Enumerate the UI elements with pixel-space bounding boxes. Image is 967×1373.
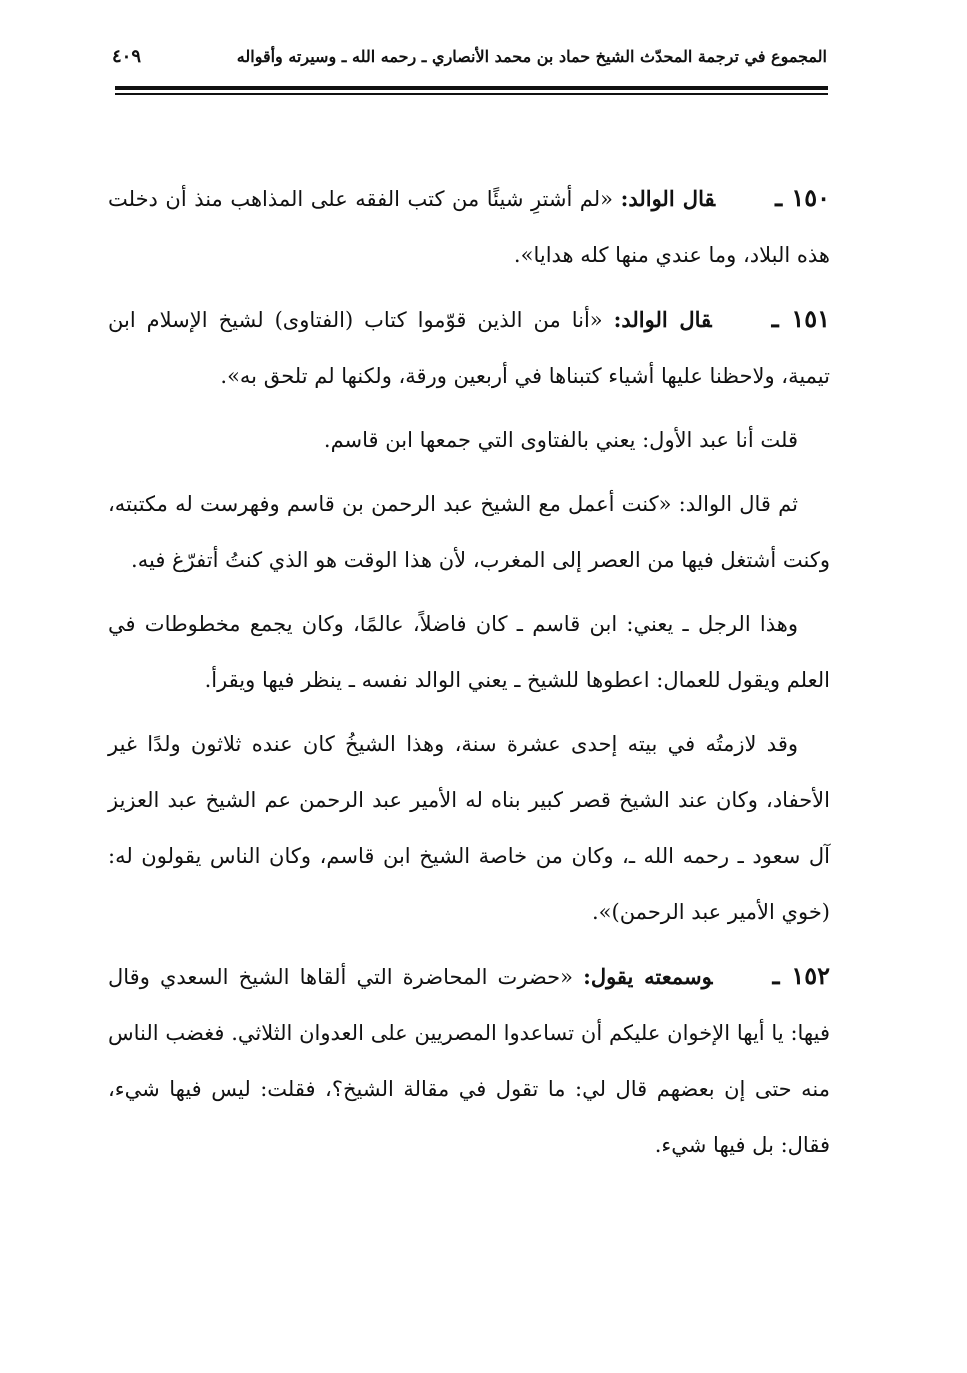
paragraph: قلت أنا عبد الأول: يعني بالفتاوى التي جمعها ابن قاسم. (323, 428, 798, 452)
header-rule-thin (115, 93, 828, 95)
header-title: المجموع في ترجمة المحدّث الشيخ حماد بن محمد الأنصاري ـ رحمه الله ـ وسيرته وأقواله (236, 46, 827, 66)
entry-lead: قال الوالد: (620, 186, 716, 211)
entry-152 (108, 948, 830, 1173)
entry-151 (108, 291, 830, 404)
entry-text: «أنا من الذين قوّموا كتاب (الفتاوى) لشيخ الإسلام ابن تيمية، ولاحظنا عليها أشياء كتبناها في أربعين ورقة، ولكنها لم تلحق به». (108, 308, 830, 388)
header-rule-thick (115, 86, 828, 90)
entry-number: ١٥٠ ـ (775, 183, 830, 212)
entry-number: ١٥١ ـ (771, 304, 830, 333)
entry-150 (108, 170, 830, 283)
paragraph: ثم قال الوالد: «كنت أعمل مع الشيخ عبد الرحمن بن قاسم وفهرست له مكتبته، وكنت أشتغل فيها من العصر إلى المغرب، لأن هذا الوقت هو الذي كنتُ أتفرّغ فيه. (108, 492, 830, 572)
entry-text: «لم أشترِ شيئًا من كتب الفقه على المذاهب منذ أن دخلت هذه البلاد، وما عندي منها كله هدايا». (108, 187, 830, 267)
paragraph: وهذا الرجل ـ يعني: ابن قاسم ـ كان فاضلاً، عالمًا، وكان يجمع مخطوطات في العلم ويقول للعمال: اعطوها للشيخ ـ يعني الوالد نفسه ـ ينظر فيها ويقرأ. (108, 612, 830, 692)
entry-lead: قال الوالد: (613, 307, 712, 332)
running-header (112, 38, 827, 74)
page-number: ٤٠٩ (112, 45, 142, 67)
paragraph: وقد لازمتُه في بيته إحدى عشرة سنة، وهذا الشيخُ كان عنده ثلاثون ولدًا غير الأحفاد، وكان عند الشيخ قصر كبير بناه له الأمير عبد الرحمن عم الشيخ عبد العزيز آل سعود ـ رحمه الله ـ، وكان من خاصة الشيخ ابن قاسم، وكان الناس يقولون له: (خوي الأمير عبد الرحمن)». (108, 732, 830, 924)
entry-lead: وسمعته يقول: (583, 964, 713, 989)
body-text (108, 170, 830, 1173)
entry-text: «حضرت المحاضرة التي ألقاها الشيخ السعدي وقال فيها: يا أيها الإخوان عليكم أن تساعدوا المصريين على العدوان الثلاثي. فغضب الناس منه حتى إن بعضهم قال لي: ما تقول في مقالة الشيخ؟، فقلت: ليس فيها شيء، فقال: بل فيها شيء. (108, 965, 830, 1157)
entry-number: ١٥٢ ـ (772, 961, 830, 990)
